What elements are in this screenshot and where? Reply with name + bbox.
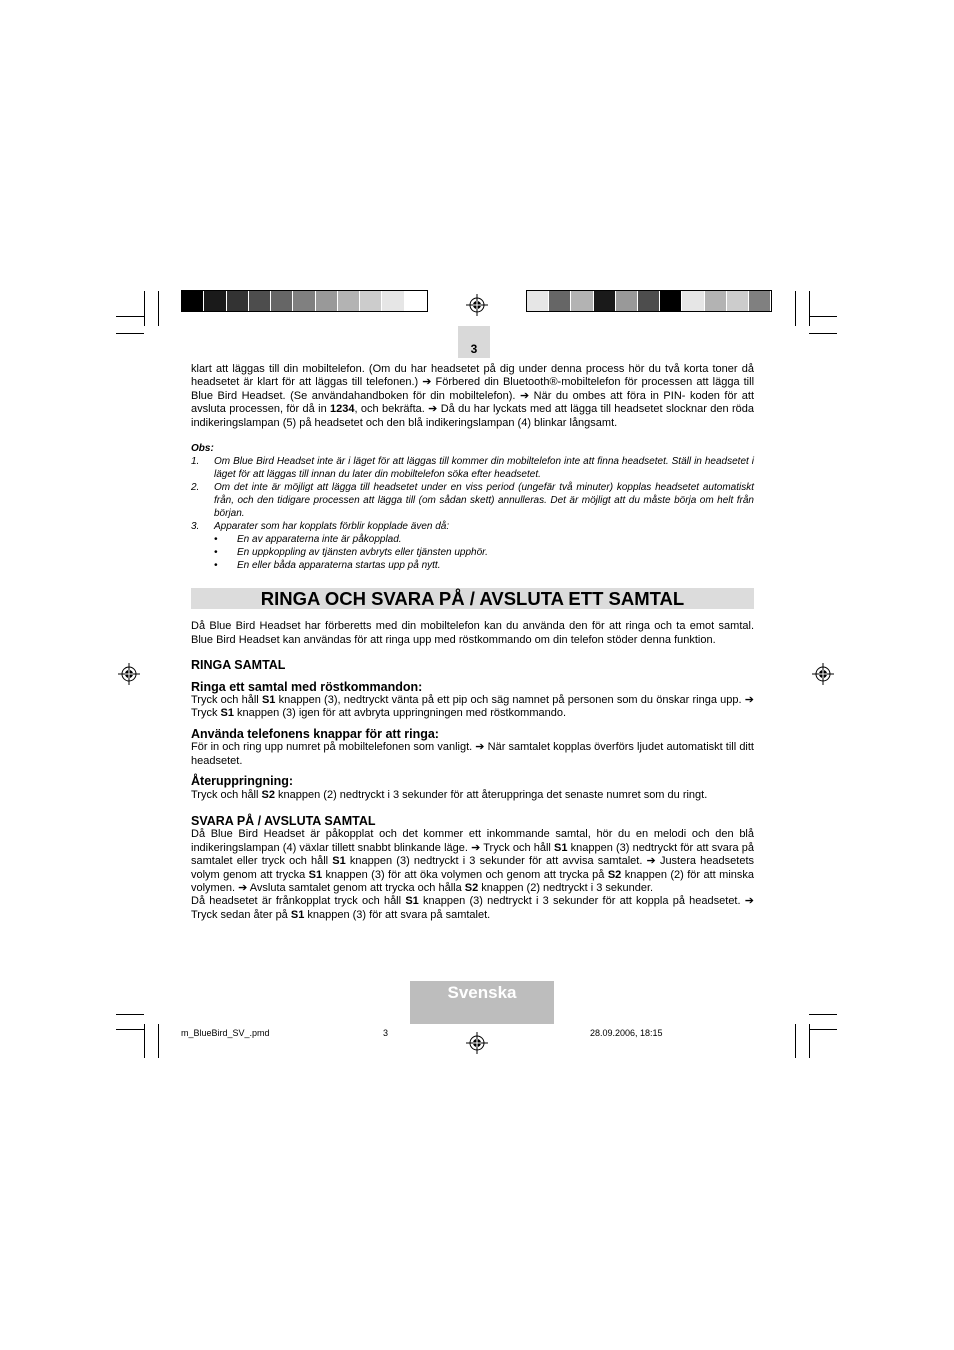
color-swatch (571, 291, 593, 311)
color-swatch (249, 291, 271, 311)
color-swatch (660, 291, 682, 311)
note-text: Apparater som har kopplats förblir kopplade även då: (214, 521, 450, 533)
obs-note (191, 481, 754, 520)
text-run: knappen (3) för att öka volymen och genom att trycka på (322, 868, 608, 881)
crop-mark (809, 333, 837, 334)
intro-paragraph (191, 363, 754, 430)
crop-mark (144, 291, 145, 326)
text-run: knappen (3), nedtryckt vänta på ett pip och säg namnet på personen som du önskar ringa upp. ➔ Tryck (191, 694, 754, 720)
color-swatch (727, 291, 749, 311)
text-run: Tryck och håll (191, 788, 262, 801)
bullet-text: En uppkoppling av tjänsten avbryts eller tjänsten upphör. (237, 547, 488, 559)
crop-mark (116, 1029, 144, 1030)
color-bar-right (526, 290, 772, 312)
intro-line: koden för att avsluta processen, för då in (191, 389, 755, 416)
text-run: knappen (3) nedtryckt för att svara på samtalet eller tryck och håll (191, 841, 754, 868)
redial-heading: Återuppringning: (191, 774, 294, 789)
crop-mark (158, 291, 159, 326)
registration-mark-icon (466, 1032, 488, 1054)
registration-mark-icon (118, 663, 140, 685)
crop-mark (809, 316, 837, 317)
registration-mark-icon (466, 294, 488, 316)
color-swatch (405, 291, 427, 311)
crop-mark (809, 1024, 810, 1058)
footer-page: 3 (383, 1028, 389, 1038)
color-swatch (271, 291, 293, 311)
text-run: Tryck och håll (191, 694, 262, 707)
color-swatch (360, 291, 382, 311)
obs-bullet (191, 533, 754, 546)
registration-mark-icon (812, 663, 834, 685)
bullet-icon: • (214, 534, 218, 546)
key-label: S1 (290, 908, 305, 921)
crop-mark (809, 1029, 837, 1030)
obs-note (191, 520, 754, 533)
key-label: S1 (554, 841, 568, 854)
crop-mark (144, 1024, 145, 1058)
keys-paragraph: För in och ring upp numret på mobiltelefonen som vanligt. ➔ När samtalet kopplas överförs ljudet automatiskt till ditt headsetet. (191, 741, 754, 767)
intro-line: slocknar den röda indikeringslampan (5) på headsetet och den blå indikeringslampan (4) blinkar långsamt. (191, 403, 754, 429)
text-run: Då Blue Bird Headset är påkopplat och det kommer ett inkommande samtal, hör du en melodi och den blå indikeringslampan (4) växlar tillett snabbt blinkande läge. ➔ Tryck och håll (191, 828, 754, 854)
crop-mark (116, 1014, 144, 1015)
color-swatch (316, 291, 338, 311)
note-number: 2. (191, 482, 200, 494)
intro-line: , och bekräfta. ➔ Då du har lyckats med att lägga till headsetet (354, 403, 663, 416)
note-number: 3. (191, 521, 200, 533)
color-swatch (594, 291, 616, 311)
svara-paragraph (191, 895, 754, 922)
crop-mark (116, 316, 144, 317)
note-text: Om det inte är möjligt att lägga till headsetet under en viss period (ungefär två minuter) kopplas headsetet automatiskt från, och den tidigare processen att lägga till (om sådan skett) annulleras. Det är möjligt att du måste börja om helt från början. (214, 482, 754, 520)
redial-paragraph (191, 789, 754, 802)
note-text: Om Blue Bird Headset inte är i läget för att läggas till kommer din mobiltelefon inte att finna headsetet. Ställ in headsetet i läget för att läggas till innan du later din mobiltelefon söka efter headsetet. (214, 456, 754, 481)
page-number: 3 (458, 326, 490, 358)
section-intro: Då Blue Bird Headset har förberetts med din mobiltelefon kan du använda den för att ringa och ta emot samtal. Blue Bird Headset kan användas för att ringa upp med röstkommando om din telefon stöder denna funktion. (191, 620, 754, 646)
bullet-text: En eller båda apparaterna startas upp på nytt. (237, 560, 441, 572)
obs-bullet (191, 546, 754, 559)
intro-line: då headsetet är klart för att läggas till telefonen.) ➔ Förbered din Bluetooth®-mobiltelefon för processen att (191, 363, 755, 389)
crop-mark (116, 333, 144, 334)
section-title: RINGA OCH SVARA PÅ / AVSLUTA ETT SAMTAL (191, 588, 754, 609)
voice-paragraph (191, 694, 754, 721)
color-swatch (549, 291, 571, 311)
crop-mark (809, 1014, 837, 1015)
bullet-icon: • (214, 547, 218, 559)
text-run: knappen (3) nedtryckt i 3 sekunder för att avvisa samtalet. ➔ Justera headsetets volym genom att trycka (191, 855, 754, 881)
key-label: S2 (464, 881, 479, 894)
ringa-heading: RINGA SAMTAL (191, 658, 286, 673)
text-run: Då headsetet är frånkopplat tryck och håll (191, 895, 406, 908)
key-label: S1 (220, 707, 234, 720)
text-run: knappen (2) nedtryckt i 3 sekunder. (478, 881, 654, 894)
footer-filename: m_BlueBird_SV_.pmd (181, 1028, 270, 1038)
crop-mark (158, 1024, 159, 1058)
color-swatch (204, 291, 226, 311)
color-swatch (227, 291, 249, 311)
color-swatch (293, 291, 315, 311)
color-swatch (616, 291, 638, 311)
svara-paragraph (191, 828, 754, 895)
color-swatch (749, 291, 771, 311)
obs-bullet (191, 559, 754, 572)
text-run: knappen (3) för att svara på samtalet. (304, 908, 491, 921)
keys-heading: Använda telefonens knappar för att ringa: (191, 726, 439, 741)
key-label: S1 (405, 895, 419, 908)
text-run: knappen (2) för att minska volymen. ➔ Avsluta samtalet genom att trycka och hålla (191, 868, 754, 894)
color-swatch (638, 291, 660, 311)
pin-code: 1234 (330, 403, 355, 416)
crop-mark (795, 291, 796, 326)
color-bar-left (181, 290, 428, 312)
color-swatch (682, 291, 704, 311)
color-swatch (705, 291, 727, 311)
key-label: S2 (261, 788, 275, 801)
key-label: S1 (308, 868, 323, 881)
color-swatch (527, 291, 549, 311)
intro-line: klart att läggas till din mobiltelefon. (Om du har headsetet på dig under denna process hör du två korta toner (191, 363, 738, 375)
intro-line: lägga till Blue Bird Headset. (Se användahandboken för din mobiltelefon). ➔ När du ombes att föra in PIN- (191, 376, 755, 402)
color-swatch (182, 291, 204, 311)
bullet-text: En av apparaterna inte är påkopplad. (237, 534, 402, 546)
key-label: S1 (332, 855, 346, 868)
text-run: knappen (3) igen för att avbryta uppringningen med röstkommando. (234, 707, 567, 720)
color-swatch (382, 291, 404, 311)
voice-heading: Ringa ett samtal med röstkommandon: (191, 679, 423, 694)
language-tab: Svenska (410, 981, 554, 1024)
note-number: 1. (191, 456, 200, 468)
obs-title: Obs: (191, 443, 214, 455)
footer-date: 28.09.2006, 18:15 (590, 1028, 663, 1038)
key-label: S1 (261, 694, 276, 707)
crop-mark (809, 291, 810, 326)
text-run: knappen (2) nedtryckt i 3 sekunder för att återuppringa det senaste numret som du ringt. (274, 788, 708, 801)
obs-notes (191, 455, 754, 572)
color-swatch (338, 291, 360, 311)
text-run: knappen (3) nedtryckt i 3 sekunder för att koppla på headsetet. ➔ Tryck sedan åter på (191, 895, 754, 921)
bullet-icon: • (214, 560, 218, 572)
crop-mark (795, 1024, 796, 1058)
key-label: S2 (607, 868, 622, 881)
svara-heading: SVARA PÅ / AVSLUTA SAMTAL (191, 813, 376, 828)
obs-note (191, 455, 754, 481)
page-content (191, 363, 754, 922)
